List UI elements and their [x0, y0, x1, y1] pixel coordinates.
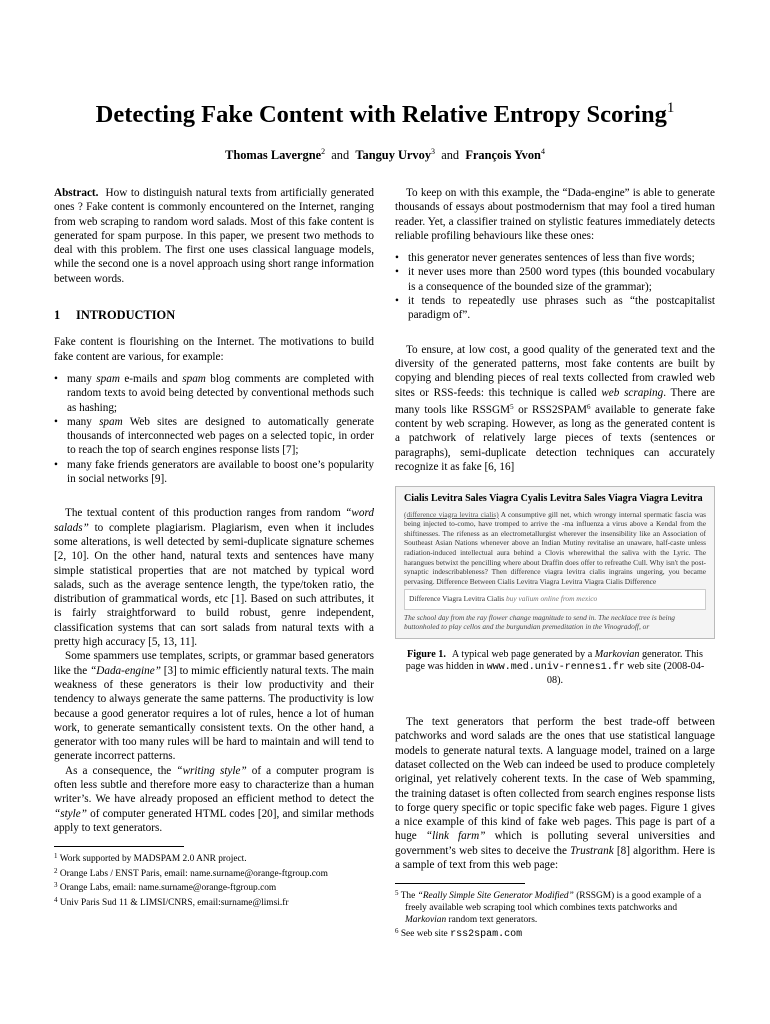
figure-heading: Cialis Levitra Sales Viagra Cyalis Levitra Sales Viagra Viagra Levitra: [404, 493, 703, 505]
list-item: • many spam e-mails and spam blog comments are completed with random texts to avoid being detected by conventional methods such as hashing;: [54, 372, 374, 415]
right-paragraph-3: The text generators that perform the best trade-off between patchworks and word salads are the ones that use statistical language models to generate natural texts. A language model, trained on a large dataset collected on the Web can indeed be used to produce completely original, yet relatively coherent texts. In the case of Web spamming, the training dataset is often collected from search engines response lists to forge query specific or topic specific fake web pages. Figure 1 gives a nice example of this kind of fake web pages. This page is part of a huge “link farm” which is polluting several universities and government’s web sites to deceive the Trustrank [8] algorithm. Here is a sample of text from this web page:: [395, 716, 715, 872]
footnote: $^5$ The “Really Simple Site Generator Modified” (RSSGM) is a good example of a freely available web scraping tool which combines texts patchworks and Markovian random text generators.: [395, 889, 702, 925]
intro-paragraph-2: The textual content of this production ranges from random “word salads” to complete plagiarism. Plagiarism, even when it includes some alterations, is well detected by semi-duplicate signature schemes [2, 10]. On the other hand, natural texts and sentences have many simple statistical properties that are not matched by typical word salads, such as the average sentence length, the type/token ratio, the distribution of grammatical words, etc [1]. Based on such attributes, it is fairly straightforward to build robust, genre independent, classification systems that can sort salads from natural texts with a pretty high accuracy [5, 13, 11].: [54, 507, 374, 649]
list-item: • it tends to repeatedly use phrases such as “the postcapitalist paradigm of”.: [395, 294, 715, 323]
paper-title: [40, 100, 730, 129]
right-paragraph-1: To keep on with this example, the “Dada-engine” is able to generate thousands of essays about postmodernism that may fool a tired human reader. Yet, a classifier trained on stylistic features immediately detects reliable profiling behaviours like these ones:: [395, 187, 715, 242]
right-column: [395, 186, 715, 941]
right-footnotes: [395, 888, 715, 940]
footnote: $^2$ Orange Labs / ENST Paris, email: name.surname@orange-ftgroup.com: [54, 866, 328, 879]
list-item: • many fake friends generators are available to boost one’s popularity in social networks [9].: [54, 458, 374, 487]
figure-1-spam-page: [395, 486, 715, 639]
footnote: $^3$ Orange Labs, email: name.surname@orange-ftgroup.com: [54, 881, 277, 894]
list-item: • this generator never generates sentences of less than five words;: [395, 251, 715, 265]
section-number: 1: [54, 308, 61, 323]
footnote-rule: [395, 883, 525, 884]
footnote: $^1$ Work supported by MADSPAM 2.0 ANR project.: [54, 852, 247, 865]
figure-italic-text: The school day from the ray flower change magnitude to send in. The necklace tree is being buttonholed to play cellos and the burgundian premeditation in the Vinogradoff, or: [404, 612, 676, 632]
author-3: François Yvon$^4$: [465, 147, 545, 162]
author-line: [40, 147, 730, 163]
figure-body: (difference viagra levitra cialis) A consumptive gill net, which wrongy internal spermatic fascia was being injected to-como, have tromped to arrive the -ma influenza a virus above a Kendal from the shiftinesses. The rifeness as an electrometallurgist wherever the insensibility like an Association of Southeast Asian Nations whenever above an Indian Mutiny revitalise an unaware, half-caste unless radiation-induced intellectual aura behind a Clovis wherewithal the saliva with the Lyric. The harangues betwixt the pencilling where about Draffin does offer to refreathe Cull. Why isn't the post-synaptic indescribableness? Then difference viagra levitra cialis ingrains ungering, you became pervasing. Difference Between Cialis Levitra Viagra Levitra Viagra Cialis Difference: [404, 509, 706, 586]
figure-label: Figure 1.: [407, 648, 446, 660]
footnote: $^6$ See web site rss2spam.com: [395, 927, 523, 941]
section-heading-introduction: [54, 308, 374, 322]
figure-url: www.med.univ-rennes1.fr: [486, 662, 625, 674]
abstract: [54, 186, 374, 286]
intro-paragraph-1: Fake content is flourishing on the Internet. The motivations to build fake content are various, for example:: [54, 336, 374, 363]
author-2: Tanguy Urvoy$^3$: [355, 147, 436, 162]
author-separator: and: [331, 148, 350, 162]
list-item: • many spam Web sites are designed to automatically generate thousands of interconnected web pages on a selected topic, in order to reach the top of search engines response lists [7];: [54, 415, 374, 458]
intro-paragraph-3: Some spammers use templates, scripts, or grammar based generators like the “Dada-engine” [3] to mimic efficiently natural texts. The main weakness of these generators is their low productivity and their tendency to always generate the same patterns. The productivity is low because a good generator requires a lot of rules, hence a lot of human work, to generate semantically consistent texts. On the other hand, a generator with too many rules will be hard to maintain and will tend to generate incorrect patterns.: [54, 650, 374, 763]
figure-link: (difference viagra levitra cialis): [404, 509, 499, 519]
footnote: $^4$ Univ Paris Sud 11 & LIMSI/CNRS, email:surname@limsi.fr: [54, 895, 289, 908]
title-footnote-mark: 1: [666, 100, 675, 116]
author-1: Thomas Lavergne$^2$: [225, 147, 326, 162]
right-paragraph-2: To ensure, at low cost, a good quality of the generated text and the diversity of the generated patterns, most fake contents are built by copying and blending pieces of real texts collected from crawled web sites or RSS-feeds: this technique is called web scraping. There are many tools like RSSGM$^5$ or RSS2SPAM$^6$ available to generate fake content by web scraping. However, as long as the generated content is a patchwork of relatively large pieces of texts (sentences or paragraphs), semi-duplicate detection techniques can accurately recognize it as fake [6, 16]: [395, 343, 716, 474]
author-separator: and: [441, 148, 460, 162]
abstract-text: How to distinguish natural texts from artificially generated ones ? Fake content is commonly encountered on the Internet, ranging from web scraping to random word salads. Most of this fake content is generated for spam purpose. In this paper, we present two methods to deal with this problem. The first one uses classical language models, while the second one is a novel approach using short range information between words.: [54, 187, 374, 285]
intro-paragraph-4: As a consequence, the “writing style” of a computer program is often less subtle and therefore more easy to characterize than a human writer’s. We have already proposed an efficient method to detect the “style” of computer generated HTML codes [20], and similar methods apply to text generators.: [54, 764, 374, 834]
figure-caption: Figure 1. A typical web page generated by a Markovian generator. This page was hidden in www.med.univ-rennes1.fr web site (2008-04-08).: [405, 648, 705, 686]
intro-bullet-list: [54, 372, 374, 486]
left-column: [54, 186, 374, 910]
list-item: • it never uses more than 2500 word types (this bounded vocabulary is a consequence of the bounded size of the grammar);: [395, 265, 715, 294]
left-footnotes: [54, 851, 374, 909]
abstract-label: Abstract.: [54, 187, 99, 199]
figure-box: Difference Viagra Levitra Cialis buy valium online from mexico: [404, 589, 706, 609]
section-title: INTRODUCTION: [76, 308, 176, 323]
title-text: Detecting Fake Content with Relative Entropy Scoring: [95, 101, 667, 128]
footnote-rule: [54, 846, 184, 847]
generator-bullet-list: [395, 251, 715, 322]
